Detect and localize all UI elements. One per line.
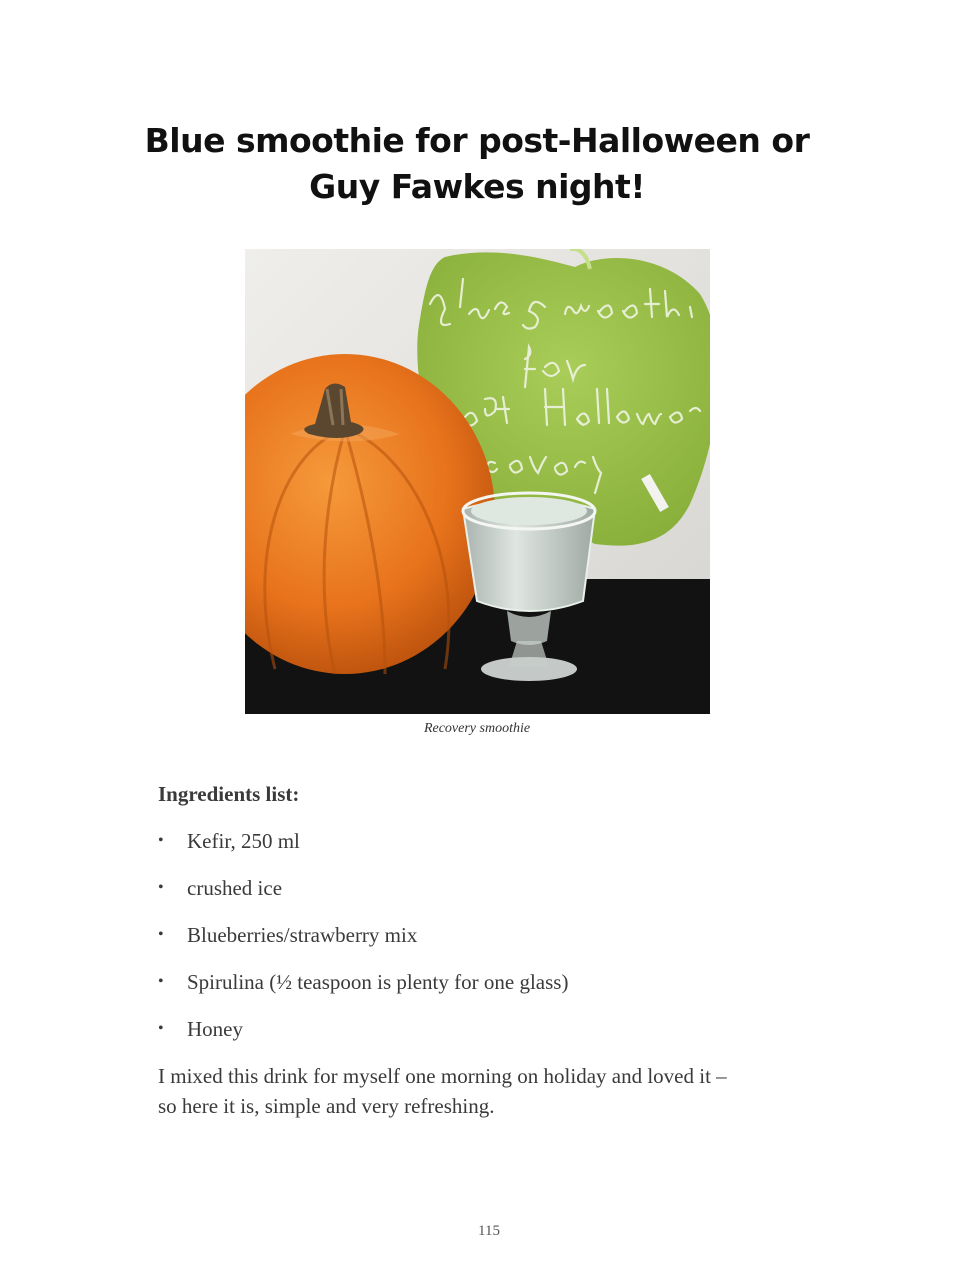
title-line-1: Blue smoothie for post-Halloween or: [144, 121, 810, 160]
body-line-2: so here it is, simple and very refreshing.: [158, 1094, 495, 1118]
page-number: 115: [478, 1223, 500, 1239]
ingredient-text: Spirulina (½ teaspoon is plenty for one glass): [187, 970, 569, 994]
recipe-photo: [245, 249, 710, 714]
bullet-icon: •: [158, 879, 164, 896]
body-paragraph: [158, 1061, 808, 1121]
bullet-icon: •: [158, 926, 164, 943]
image-caption: Recovery smoothie: [423, 721, 531, 736]
title-line-2: Guy Fawkes night!: [309, 167, 645, 206]
ingredient-text: Kefir, 250 ml: [187, 829, 300, 853]
ingredient-text: Honey: [187, 1017, 243, 1041]
bullet-icon: •: [158, 832, 164, 849]
ingredient-text: Blueberries/strawberry mix: [187, 923, 418, 947]
page-title: [120, 118, 834, 210]
ingredient-text: crushed ice: [187, 876, 283, 900]
body-line-1: I mixed this drink for myself one morning on holiday and loved it –: [158, 1064, 727, 1088]
bullet-icon: •: [158, 1020, 164, 1037]
ingredients-heading: Ingredients list:: [158, 782, 300, 806]
bullet-icon: •: [158, 973, 164, 990]
